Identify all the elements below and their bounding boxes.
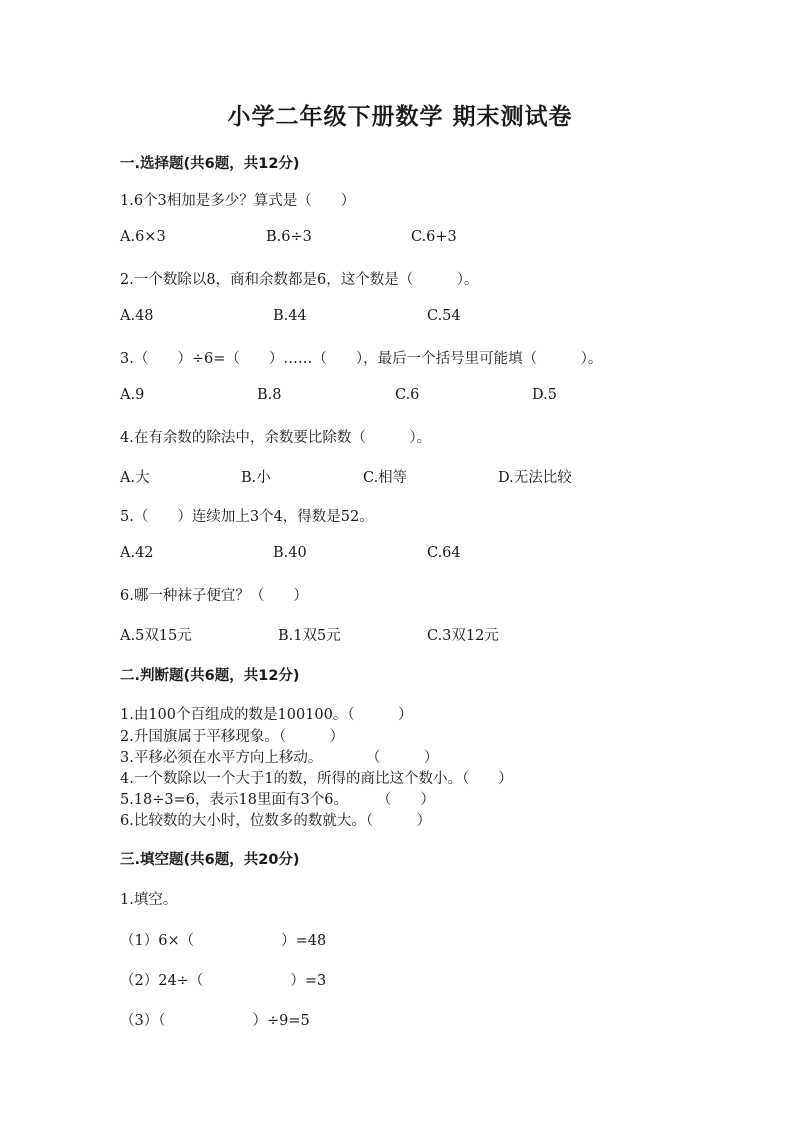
statement: 6.比较数的大小时，位数多的数就大。（ ） [120, 813, 432, 829]
option: B.40 [273, 545, 307, 561]
option: B.小 [241, 470, 271, 486]
option: A.48 [120, 308, 154, 324]
option: A.6×3 [120, 229, 166, 245]
section-heading-true-false: 二.判断题(共6题，共12分) [120, 668, 300, 684]
statement: 2.升国旗属于平移现象。（ ） [120, 729, 345, 745]
question-text: 1.6个3相加是多少？算式是（ ） [120, 193, 356, 209]
page-title: 小学二年级下册数学 期末测试卷 [227, 104, 573, 130]
section-heading-choice: 一.选择题(共6题，共12分) [120, 156, 300, 172]
question-text: 6.哪一种袜子便宜？（ ） [120, 588, 308, 604]
option: D.5 [532, 387, 557, 403]
option: C.3双12元 [427, 628, 499, 644]
option: C.54 [427, 308, 461, 324]
question-text: 5.（ ）连续加上3个4，得数是52。 [120, 509, 374, 525]
question-text: 4.在有余数的除法中，余数要比除数（ ）。 [120, 430, 432, 446]
option: A.5双15元 [120, 628, 192, 644]
fill-line: （1）6×（ ）=48 [120, 933, 327, 949]
option: B.8 [257, 387, 282, 403]
option: C.6+3 [411, 229, 457, 245]
option: D.无法比较 [498, 470, 572, 486]
fill-line: （3）（ ）÷9=5 [120, 1013, 310, 1029]
fill-line: （2）24÷（ ）=3 [120, 973, 327, 989]
statement: 1.由100个百组成的数是100100。（ ） [120, 707, 413, 723]
option: B.44 [273, 308, 307, 324]
option: A.9 [120, 387, 145, 403]
option: C.相等 [363, 470, 408, 486]
statement: 4.一个数除以一个大于1的数，所得的商比这个数小。（ ） [120, 771, 513, 787]
question-text: 1.填空。 [120, 892, 178, 908]
section-heading-fill-blank: 三.填空题(共6题，共20分) [120, 852, 300, 868]
option: B.1双5元 [278, 628, 341, 644]
option: A.大 [120, 470, 150, 486]
option: B.6÷3 [266, 229, 312, 245]
question-text: 3.（ ）÷6=（ ）……（ ），最后一个括号里可能填（ ）。 [120, 351, 603, 367]
option: A.42 [120, 545, 154, 561]
statement: 5.18÷3=6，表示18里面有3个6。 （ ） [120, 792, 435, 808]
question-text: 2.一个数除以8，商和余数都是6，这个数是（ ）。 [120, 272, 479, 288]
option: C.6 [395, 387, 420, 403]
statement: 3.平移必须在水平方向上移动。 （ ） [120, 750, 439, 766]
option: C.64 [427, 545, 461, 561]
